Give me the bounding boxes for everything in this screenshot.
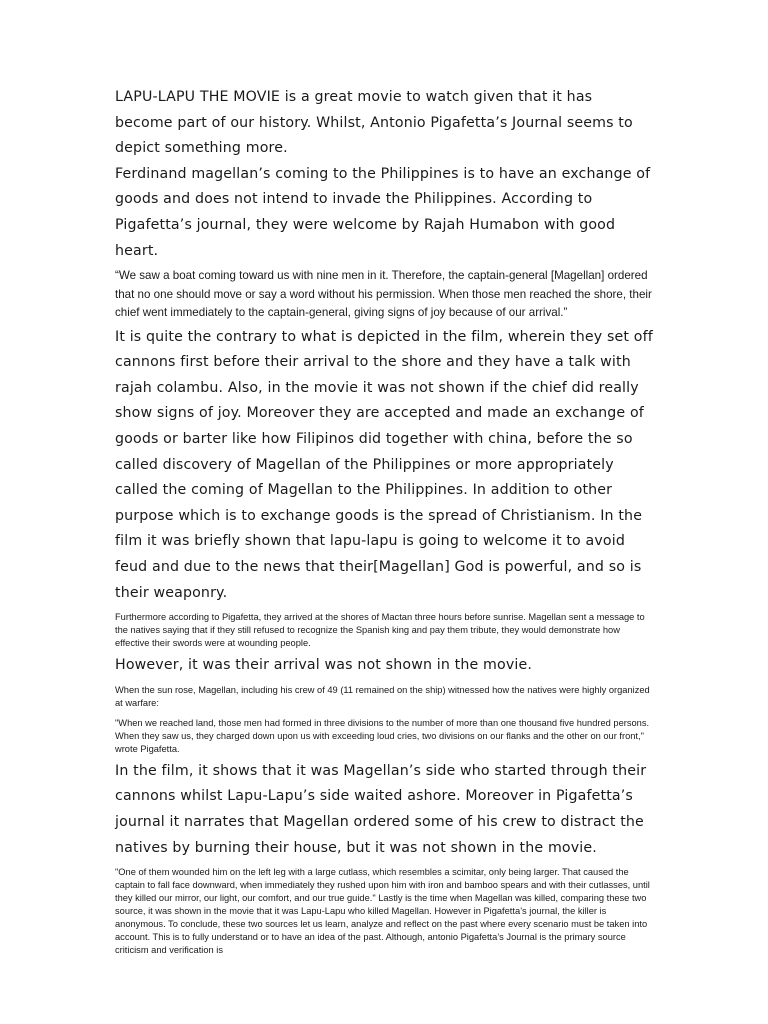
film-contrast-paragraph: It is quite the contrary to what is depicted in the film, wherein they set off cannons first before their arrival to the shore and they have a talk with rajah colambu. Also, in the movie it was not shown if the chief did really show signs of joy. Moreover they are accepted and made an exchange of goods or barter like how Filipinos did together with china, before the so called discovery of Magellan of the Philippines or more appropriately called the coming of Magellan to the Philippines. In addition to other purpose which is to exchange goods is the spread of Christianism. In the film it was briefly shown that lapu-lapu is going to welcome it to avoid feud and due to the news that their[Magellan] God is powerful, and so is their weaponry. — [115, 328, 653, 601]
document-body — [115, 85, 653, 957]
intro-paragraph: LAPU-LAPU THE MOVIE is a great movie to watch given that it has become part of our history. Whilst, Antonio Pigafetta’s Journal seems to depict something more. — [115, 89, 633, 157]
boat-quote-paragraph: “We saw a boat coming toward us with nine men in it. Therefore, the captain-general [Magellan] ordered that no one should move or say a word without his permission. When those men reached the shore, their chief went immediately to the captain-general, giving signs of joy because of our arrival.” — [115, 269, 652, 320]
conclusion-paragraph: "One of them wounded him on the left leg with a large cutlass, which resembles a scimitar, only being larger. That caused the captain to fall face downward, when immediately they rushed upon him with iron and bamboo spears and with their cutlasses, until they killed our mirror, our light, our comfort, and our true guide." Lastly is the time when Magellan was killed, comparing these two source, it was shown in the movie that it was Lapu-Lapu who killed Magellan. However in Pigafetta’s journal, the killer is anonymous. To conclude, these two sources let us learn, analyze and reflect on the past where every scenario must be taken into account. This is to fully understand or to have an idea of the past. Although, antonio Pigafetta’s Journal is the primary source criticism and verification is — [115, 867, 650, 956]
divisions-quote-paragraph: "When we reached land, those men had formed in three divisions to the number of more than one thousand five hundred persons. When they saw us, they charged down upon us with exceeding loud cries, two divisions on our flanks and the other on our front," wrote Pigafetta. — [115, 717, 650, 754]
magellan-purpose-paragraph: Ferdinand magellan’s coming to the Philippines is to have an exchange of goods and does not intend to invade the Philippines. According to Pigafetta’s journal, they were welcome by Rajah Humabon with good heart. — [115, 165, 651, 259]
sun-rose-paragraph: When the sun rose, Magellan, including his crew of 49 (11 remained on the ship) witnessed how the natives were highly organized at warfare: — [115, 684, 650, 708]
mactan-arrival-paragraph: Furthermore according to Pigafetta, they arrived at the shores of Mactan three hours before sunrise. Magellan sent a message to the natives saying that if they still refused to recognize the Spanish king and pay them tribute, they would demonstrate how effective their swords were at wounding people. — [115, 612, 645, 649]
arrival-not-shown-paragraph: However, it was their arrival was not shown in the movie. — [115, 657, 533, 674]
cannons-paragraph: In the film, it shows that it was Magellan’s side who started through their cannons whilst Lapu-Lapu’s side waited ashore. Moreover in Pigafetta’s journal it narrates that Magellan ordered some of his crew to distract the natives by burning their house, but it was not shown in the movie. — [115, 762, 647, 856]
